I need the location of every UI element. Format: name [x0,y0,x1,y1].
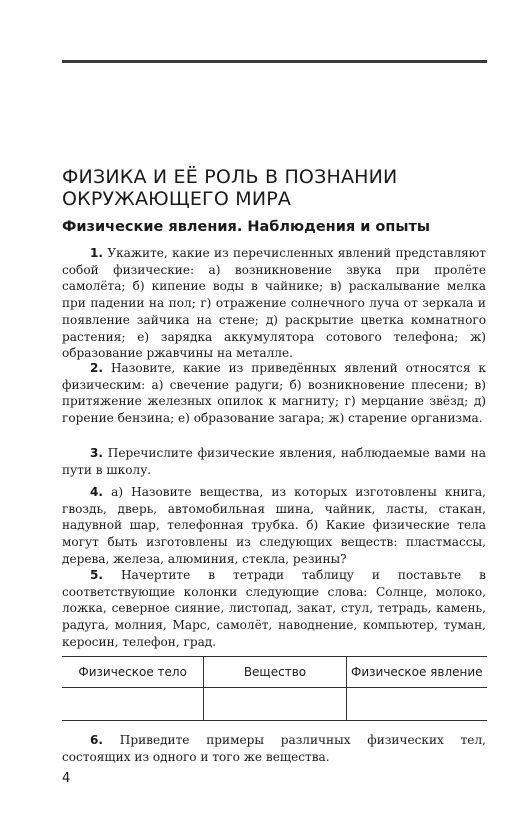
exercise-4 [62,484,486,568]
exercise-1 [62,245,486,362]
exercise-number: 4. [90,485,104,499]
table-cell [62,688,204,721]
exercise-text: Приведите примеры различных физических тел, состоящих из одного и того же вещества. [62,733,486,764]
table-header-phenomenon: Физическое явление [346,657,487,688]
exercise-number: 1. [90,246,104,260]
exercise-text: Перечислите физические явления, наблюдаемые вами на пути в школу. [62,446,486,477]
exercise-text: Назовите, какие из приведённых явлений относятся к физическим: а) свечение радуги; б) возникновение плесени; в) притяжение железных опилок к магниту; г) мерцание звёзд; д) горение бензина; е) образование загара; ж) старение организма. [62,361,486,426]
exercise-number: 2. [90,361,104,375]
exercise-text: Начертите в тетради таблицу и поставьте в соответствующие колонки следующие слова: Солнце, молоко, ложка, северное сияние, листопад, закат, стул, тетрадь, камень, радуга, молния, Марс, самолёт, наводнение, компьютер, туман, керосин, телефон, град. [62,568,486,649]
section-title: Физические явления. Наблюдения и опыты [62,219,431,235]
exercise-3 [62,445,486,478]
page-number: 4 [62,771,71,786]
table-header-substance: Вещество [204,657,346,688]
table-header-row [62,657,487,688]
chapter-title-line-1: ФИЗИКА И ЕЁ РОЛЬ В ПОЗНАНИИ [62,166,398,188]
exercise-6 [62,732,486,765]
exercise-text: Укажите, какие из перечисленных явлений представляют собой физические: а) возникновение звука при пролёте самолёта; б) кипение воды в чайнике; в) раскалывание мелка при падении на пол; г) отражение солнечного луча от зеркала и появление зайчика на стене; д) раскрытие цветка комнатного растения; е) зарядка аккумулятора сотового телефона; ж) образование ржавчины на металле. [62,246,486,361]
exercise-5 [62,567,486,651]
chapter-title-line-2: ОКРУЖАЮЩЕГО МИРА [62,188,292,210]
exercise-text: а) Назовите вещества, из которых изготовлены книга, гвоздь, дверь, автомобильная шина, чайник, ласты, стакан, надувной шар, телефонная трубка. б) Какие физические тела могут быть изготовлены из следующих веществ: пластмассы, дерева, железа, алюминия, стекла, резины? [62,485,486,566]
exercise-number: 3. [90,446,104,460]
exercise-2 [62,360,486,427]
table-cell [204,688,346,721]
exercise-number: 6. [90,733,104,747]
table-cell [346,688,487,721]
classification-table [62,656,487,721]
table-row [62,688,487,721]
table-header-body: Физическое тело [62,657,204,688]
exercise-number: 5. [90,568,104,582]
top-rule [62,60,487,63]
chapter-title [62,166,492,210]
